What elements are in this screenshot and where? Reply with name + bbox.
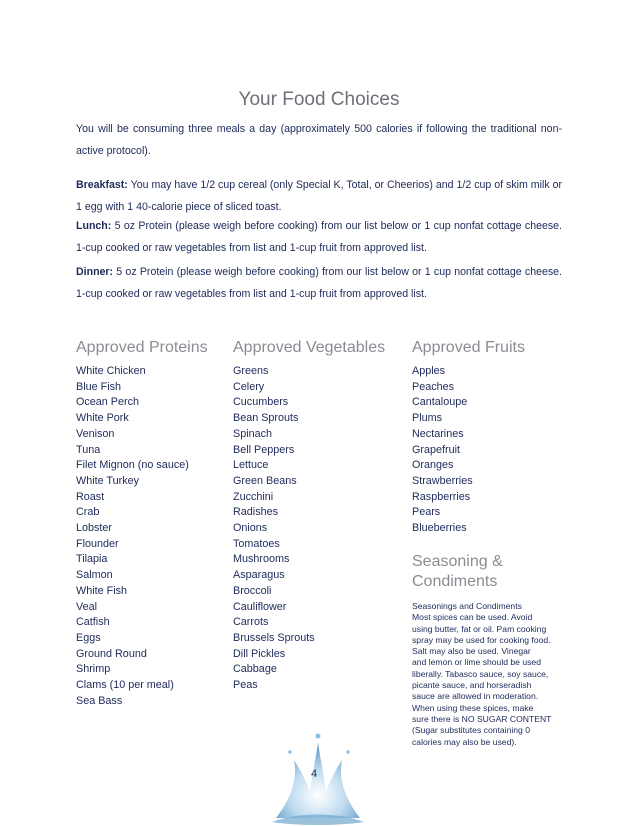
protein-item: Ocean Perch [76, 396, 140, 409]
fruit-item: Strawberries [412, 474, 473, 487]
seasoning-line: using butter, fat or oil. Pam cooking [412, 623, 547, 634]
vegetable-item: Bell Peppers [233, 443, 295, 456]
seasoning-line: sauce are allowed in moderation. [412, 691, 539, 702]
vegetable-item: Carrots [233, 616, 269, 629]
fruits-heading: Approved Fruits [412, 339, 525, 356]
lunch-paragraph [76, 215, 562, 259]
protein-item: Flounder [76, 537, 119, 550]
dinner-text: 5 oz Protein (please weigh before cooking) from our list below or 1 cup nonfat cottage cheese. 1-cup cooked or raw vegetables from list and 1-cup fruit from approved list. [76, 266, 562, 300]
proteins-list [76, 364, 189, 709]
fruit-item: Apples [412, 365, 446, 377]
fruit-item: Blueberries [412, 522, 467, 535]
dinner-paragraph [76, 261, 562, 305]
seasoning-line: sure there is NO SUGAR CONTENT [412, 713, 552, 724]
vegetable-item: Onions [233, 522, 268, 535]
protein-item: Sea Bass [76, 694, 123, 707]
vegetable-item: Asparagus [233, 569, 285, 582]
seasoning-line: Most spices can be used. Avoid [412, 612, 533, 623]
water-splash-icon [268, 730, 368, 826]
vegetable-item: Peas [233, 679, 258, 692]
vegetable-item: Cauliflower [233, 600, 287, 613]
intro-paragraph: You will be consuming three meals a day (approximately 500 calories if following the traditional non-active protocol). [76, 123, 562, 157]
fruits-list [412, 364, 473, 537]
vegetables-heading: Approved Vegetables [233, 339, 386, 356]
vegetable-item: Lettuce [233, 459, 269, 472]
protein-item: Clams (10 per meal) [76, 679, 174, 692]
fruit-item: Pears [412, 506, 441, 519]
protein-item: Roast [76, 490, 105, 503]
protein-item: White Fish [76, 584, 127, 597]
protein-item: White Chicken [76, 365, 146, 377]
protein-item: Tuna [76, 443, 101, 456]
seasoning-description [412, 601, 564, 748]
seasoning-line: liberally. Tabasco sauce, soy sauce, [412, 668, 549, 679]
vegetable-item: Spinach [233, 427, 273, 440]
protein-item: Blue Fish [76, 380, 122, 393]
seasoning-line: spray may be used for cooking food. [412, 634, 551, 645]
seasoning-line: picante sauce, and horseradish [412, 680, 532, 691]
vegetable-item: Bean Sprouts [233, 412, 299, 425]
fruit-item: Grapefruit [412, 443, 461, 456]
protein-item: Tilapia [76, 553, 108, 566]
fruit-item: Raspberries [412, 490, 471, 503]
vegetable-item: Green Beans [233, 474, 297, 487]
seasoning-line: Seasonings and Condiments [412, 601, 522, 611]
protein-item: Salmon [76, 569, 113, 582]
seasoning-line: calories may also be used). [412, 736, 517, 747]
seasoning-line: (Sugar substitutes containing 0 [412, 725, 530, 736]
vegetable-item: Radishes [233, 506, 279, 519]
dinner-label: Dinner: [76, 266, 114, 278]
page-title: Your Food Choices [238, 88, 400, 110]
protein-item: Ground Round [76, 647, 147, 660]
vegetables-list [233, 364, 315, 694]
vegetable-item: Tomatoes [233, 537, 280, 550]
fruit-item: Nectarines [412, 427, 464, 440]
vegetable-item: Dill Pickles [233, 647, 286, 660]
protein-item: Eggs [76, 631, 101, 644]
fruit-item: Plums [412, 412, 442, 425]
protein-item: Lobster [76, 522, 113, 535]
vegetable-item: Celery [233, 380, 265, 393]
protein-item: White Turkey [76, 474, 139, 487]
breakfast-label: Breakfast: [76, 179, 128, 191]
seasoning-line: Salt may also be used. Vinegar [412, 646, 531, 657]
proteins-heading: Approved Proteins [76, 339, 208, 356]
seasoning-heading [412, 552, 572, 592]
vegetable-item: Broccoli [233, 584, 272, 597]
protein-item: Filet Mignon (no sauce) [76, 459, 189, 472]
vegetable-item: Zucchini [233, 490, 274, 503]
vegetable-item: Brussels Sprouts [233, 631, 315, 644]
breakfast-paragraph [76, 174, 562, 218]
fruit-item: Oranges [412, 459, 454, 472]
breakfast-text: You may have 1/2 cup cereal (only Special K, Total, or Cheerios) and 1/2 cup of skim milk or 1 egg with 1 40-calorie piece of sliced toast. [76, 179, 562, 213]
lunch-text: 5 oz Protein (please weigh before cooking) from our list below or 1 cup nonfat cottage cheese. 1-cup cooked or raw vegetables from list and 1-cup fruit from approved list. [76, 220, 562, 254]
vegetable-item: Cabbage [233, 663, 277, 676]
fruit-item: Peaches [412, 380, 455, 393]
seasoning-line: When using these spices, make [412, 702, 534, 713]
lunch-label: Lunch: [76, 220, 112, 232]
seasoning-line: and lemon or lime should be used [412, 657, 541, 668]
protein-item: Veal [76, 600, 98, 613]
protein-item: White Pork [76, 412, 129, 425]
seasoning-heading-line1: Seasoning & [412, 553, 503, 570]
protein-item: Venison [76, 427, 115, 440]
protein-item: Crab [76, 506, 100, 519]
vegetable-item: Greens [233, 365, 269, 377]
protein-item: Shrimp [76, 663, 111, 676]
page-number: 4 [311, 768, 318, 780]
fruit-item: Cantaloupe [412, 396, 468, 409]
vegetable-item: Cucumbers [233, 396, 289, 409]
vegetable-item: Mushrooms [233, 553, 290, 566]
protein-item: Catfish [76, 616, 110, 629]
seasoning-heading-line2: Condiments [412, 573, 498, 590]
